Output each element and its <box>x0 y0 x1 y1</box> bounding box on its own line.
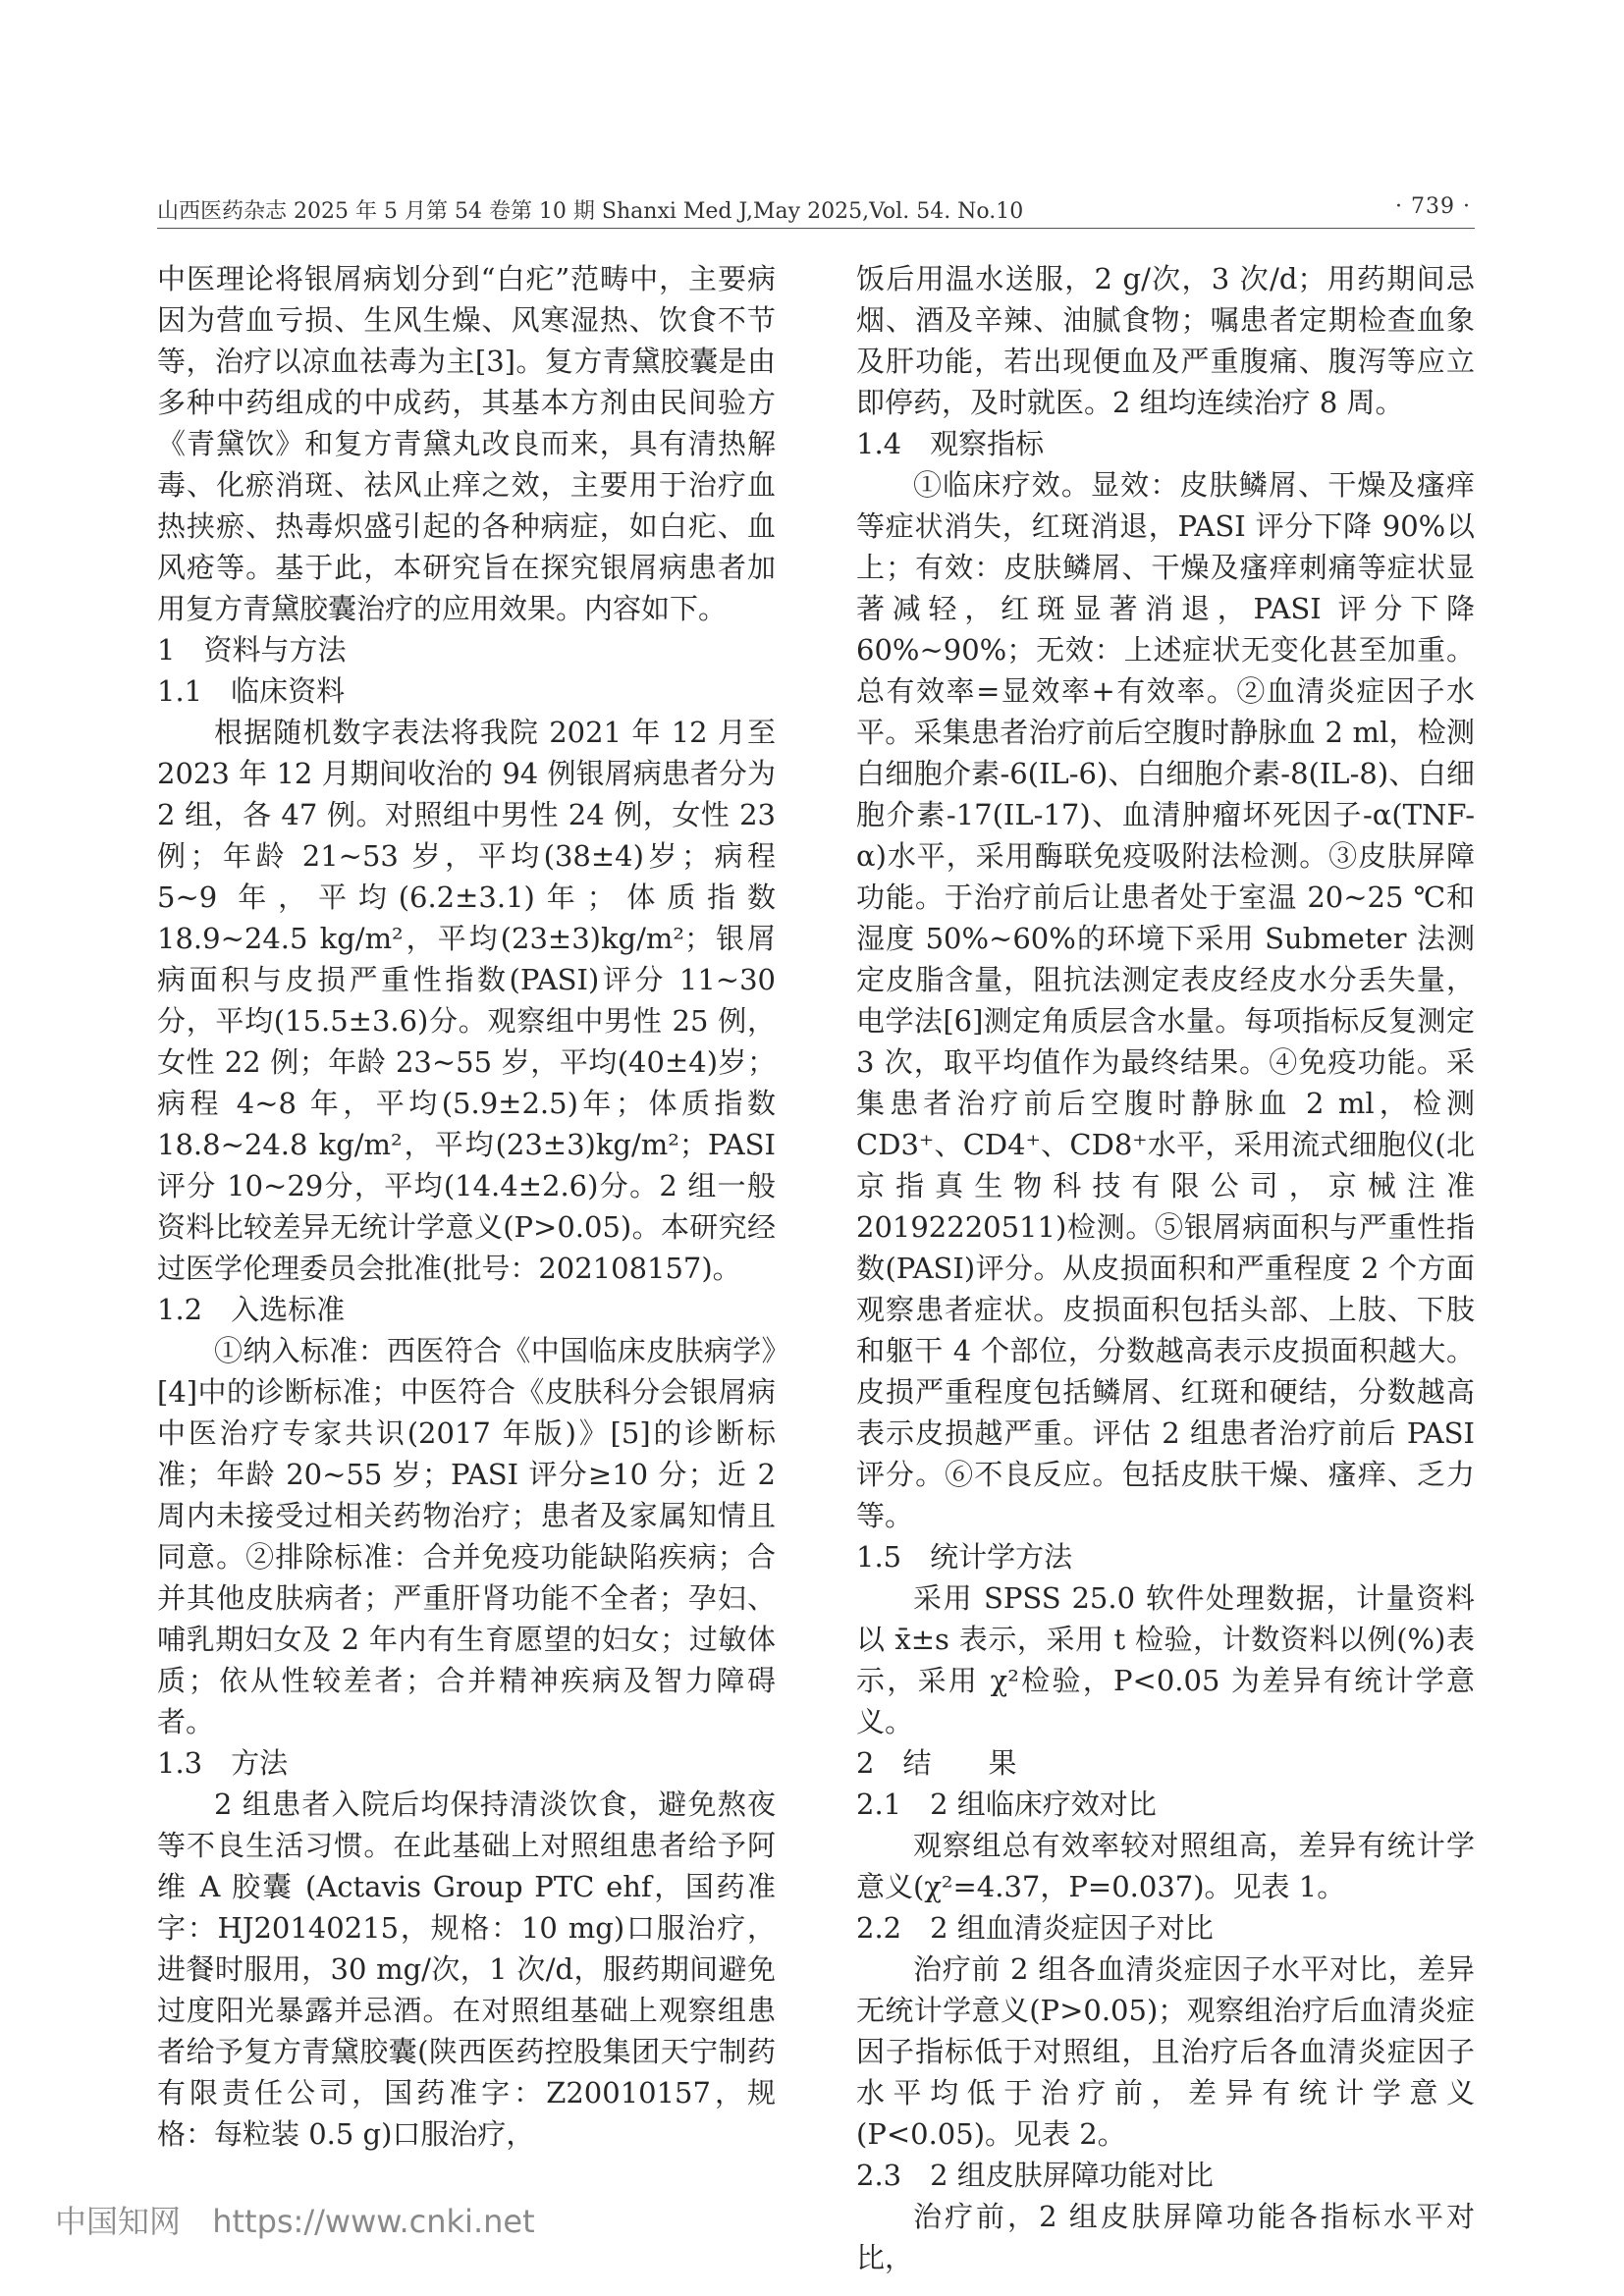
left-column <box>157 258 776 2155</box>
paragraph: 中医理论将银屑病划分到“白疕”范畴中，主要病因为营血亏损、生风生燥、风寒湿热、饮食不节等，治疗以凉血祛毒为主[3]。复方青黛胶囊是由多种中药组成的中成药，其基本方剂由民间验方《青黛饮》和复方青黛丸改良而来，具有清热解毒、化瘀消斑、祛风止痒之效，主要用于治疗血热挟瘀、热毒炽盛引起的各种病症，如白疕、血风疮等。基于此，本研究旨在探究银屑病患者加用复方青黛胶囊治疗的应用效果。内容如下。 <box>157 262 776 625</box>
subsection-heading: 1.5 统计学方法 <box>856 1540 1073 1574</box>
subsection-heading: 2.1 2 组临床疗效对比 <box>856 1788 1157 1821</box>
subsection-heading: 1.1 临床资料 <box>157 674 346 708</box>
paragraph: ①临床疗效。显效：皮肤鳞屑、干燥及瘙痒等症状消失，红斑消退，PASI 评分下降 90%以上；有效：皮肤鳞屑、干燥及瘙痒刺痛等症状显著减轻，红斑显著消退，PASI 评分下降 60%~90%；无效：上述症状无变化甚至加重。总有效率=显效率+有效率。②血清炎症因子水平。采集患者治疗前后空腹时静脉血 2 ml，检测白细胞介素-6(IL-6)、白细胞介素-8(IL-8)、白细胞介素-17(IL-17)、血清肿瘤坏死因子-α(TNF-α)水平，采用酶联免疫吸附法检测。③皮肤屏障功能。于治疗前后让患者处于室温 20~25 ℃和湿度 50%~60%的环境下采用 Submeter 法测定皮脂含量，阻抗法测定表皮经皮水分丢失量，电学法[6]测定角质层含水量。每项指标反复测定 3 次，取平均值作为最终结果。④免疫功能。采集患者治疗前后空腹时静脉血 2 ml，检测 CD3⁺、CD4⁺、CD8⁺水平，采用流式细胞仪(北京指真生物科技有限公司，京械注准 20192220511)检测。⑤银屑病面积与严重性指数(PASI)评分。从皮损面积和严重程度 2 个方面观察患者症状。皮损面积包括头部、上肢、下肢和躯干 4 个部位，分数越高表示皮损面积越大。皮损严重程度包括鳞屑、红斑和硬结，分数越高表示皮损越严重。评估 2 组患者治疗前后 PASI 评分。⑥不良反应。包括皮肤干燥、瘙痒、乏力等。 <box>856 468 1475 1532</box>
subsection-heading: 1.2 入选标准 <box>157 1293 346 1326</box>
paragraph: 根据随机数字表法将我院 2021 年 12 月至 2023 年 12 月期间收治的 94 例银屑病患者分为 2 组，各 47 例。对照组中男性 24 例，女性 23 例；年龄 21~53 岁，平均(38±4)岁；病程 5~9 年，平均(6.2±3.1)年；体质指数 18.9~24.5 kg/m²，平均(23±3)kg/m²；银屑病面积与皮损严重性指数(PASI)评分 11~30 分，平均(15.5±3.6)分。观察组中男性 25 例，女性 22 例；年龄 23~55 岁，平均(40±4)岁；病程 4~8 年，平均(5.9±2.5)年；体质指数 18.8~24.8 kg/m²，平均(23±3)kg/m²；PASI 评分 10~29分，平均(14.4±2.6)分。2 组一般资料比较差异无统计学意义(P>0.05)。本研究经过医学伦理委员会批准(批号：202108157)。 <box>157 716 776 1285</box>
subsection-heading: 1.4 观察指标 <box>856 427 1045 460</box>
page-number: · 739 · <box>1395 194 1471 219</box>
paragraph: 饭后用温水送服，2 g/次，3 次/d；用药期间忌烟、酒及辛辣、油腻食物；嘱患者定期检查血象及肝功能，若出现便血及严重腹痛、腹泻等应立即停药，及时就医。2 组均连续治疗 8 周。 <box>856 262 1475 419</box>
section-heading: 1 资料与方法 <box>157 633 347 667</box>
subsection-heading: 2.3 2 组皮肤屏障功能对比 <box>856 2159 1214 2192</box>
section-heading: 2 结 果 <box>856 1746 1017 1780</box>
header-rule <box>157 228 1475 229</box>
subsection-heading: 1.3 方法 <box>157 1746 289 1780</box>
journal-citation: 山西医药杂志 2025 年 5 月第 54 卷第 10 期 Shanxi Med J,May 2025,Vol. 54. No.10 <box>157 199 1024 224</box>
subsection-heading: 2.2 2 组血清炎症因子对比 <box>856 1911 1214 1945</box>
running-header <box>157 194 1475 226</box>
paragraph: 治疗前，2 组皮肤屏障功能各指标水平对比， <box>856 2200 1475 2274</box>
right-column <box>856 258 1475 2278</box>
cnki-url: https://www.cnki.net <box>212 2203 535 2240</box>
paragraph: 采用 SPSS 25.0 软件处理数据，计量资料以 x̄±s 表示，采用 t 检验，计数资料以例(%)表示，采用 χ²检验，P<0.05 为差异有统计学意义。 <box>856 1581 1475 1738</box>
paragraph: 治疗前 2 组各血清炎症因子水平对比，差异无统计学意义(P>0.05)；观察组治疗后血清炎症因子指标低于对照组，且治疗后各血清炎症因子水平均低于治疗前，差异有统计学意义(P<0.05)。见表 2。 <box>856 1952 1475 2151</box>
paragraph: ①纳入标准：西医符合《中国临床皮肤病学》[4]中的诊断标准；中医符合《皮肤科分会银屑病中医治疗专家共识(2017 年版)》[5]的诊断标准；年龄 20~55 岁；PASI 评分≥10 分；近 2 周内未接受过相关药物治疗；患者及家属知情且同意。②排除标准：合并免疫功能缺陷疾病；合并其他皮肤病者；严重肝肾功能不全者；孕妇、哺乳期妇女及 2 年内有生育愿望的妇女；过敏体质；依从性较差者；合并精神疾病及智力障碍者。 <box>157 1334 776 1738</box>
paragraph: 2 组患者入院后均保持清淡饮食，避免熬夜等不良生活习惯。在此基础上对照组患者给予阿维 A 胶囊 (Actavis Group PTC ehf，国药准字：HJ20140215，规格：10 mg)口服治疗，进餐时服用，30 mg/次，1 次/d，服药期间避免过度阳光暴露并忌酒。在对照组基础上观察组患者给予复方青黛胶囊(陕西医药控股集团天宁制药有限责任公司，国药准字：Z20010157，规格：每粒装 0.5 g)口服治疗， <box>157 1788 776 2151</box>
paragraph: 观察组总有效率较对照组高，差异有统计学意义(χ²=4.37，P=0.037)。见表 1。 <box>856 1829 1475 1903</box>
cnki-brand: 中国知网 <box>55 2203 182 2240</box>
cnki-watermark <box>55 2197 535 2242</box>
